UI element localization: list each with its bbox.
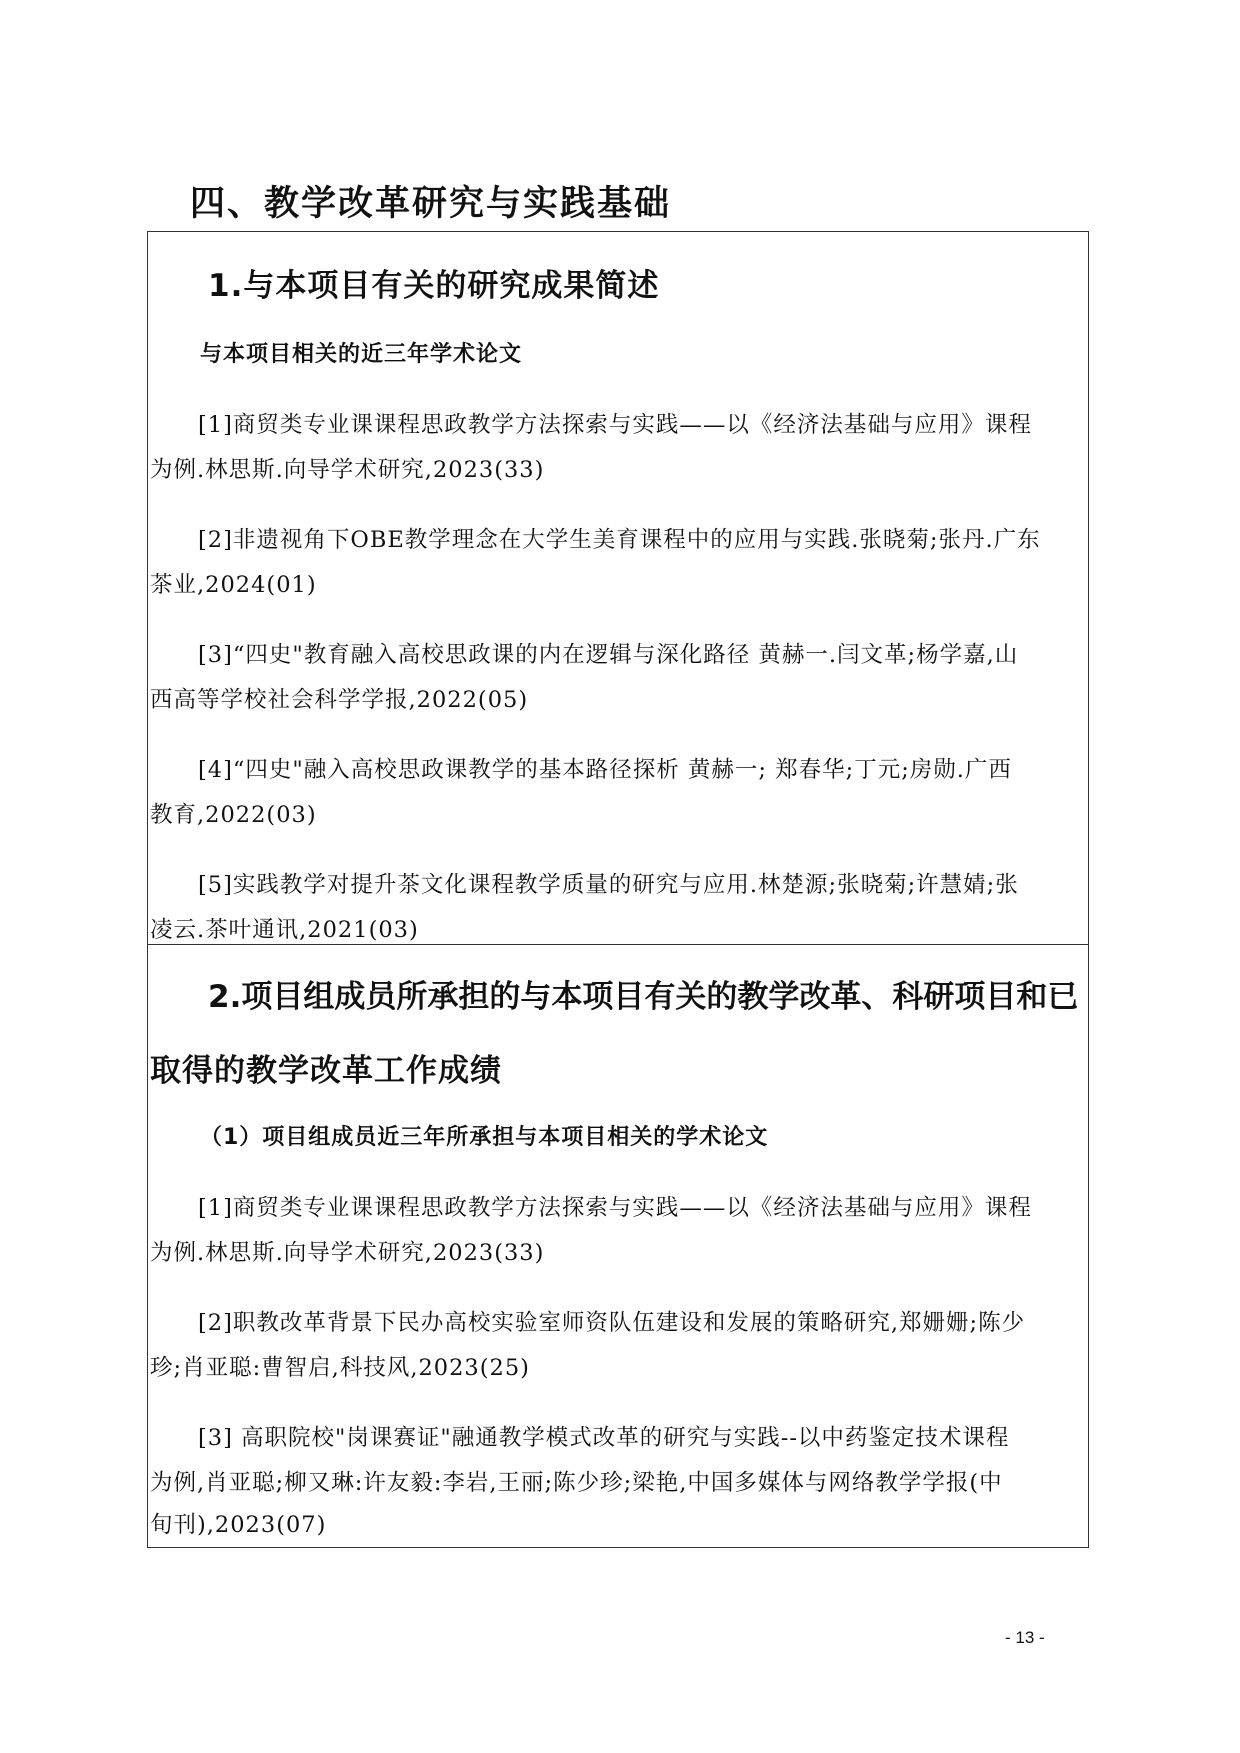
research-results-cell [148,232,1088,945]
part2-ref-3-line2: 为例,肖亚聪;柳又琳:许友毅:李岩,王丽;陈少珍;梁艳,中国多媒体与网络教学学报(中 [150,1470,1003,1496]
part1-ref-1-line2: 为例.林思斯.向导学术研究,2023(33) [150,457,545,483]
part1-ref-2-line1: [2]非遗视角下OBE教学理念在大学生美育课程中的应用与实践.张晓菊;张丹.广东 [198,527,1041,553]
part1-subheading: 与本项目相关的近三年学术论文 [200,342,523,367]
part1-heading: 1.与本项目有关的研究成果简述 [208,268,660,304]
part2-ref-2-line2: 珍;肖亚聪:曹智启,科技风,2023(25) [150,1355,530,1381]
team-projects-cell [148,945,1088,1547]
part2-subheading: （1）项目组成员近三年所承担与本项目相关的学术论文 [200,1125,769,1150]
part2-heading: 2.项目组成员所承担的与本项目有关的教学改革、科研项目和已 [208,979,1079,1015]
page-number: - 13 - [1005,1628,1045,1647]
part1-ref-4-line2: 教育,2022(03) [150,802,317,828]
part2-ref-3-line3: 旬刊),2023(07) [150,1512,327,1538]
part1-ref-5-line2: 凌云.茶叶通讯,2021(03) [150,917,419,943]
part2-ref-1-line2: 为例.林思斯.向导学术研究,2023(33) [150,1240,545,1266]
part1-ref-3-line2: 西高等学校社会科学学报,2022(05) [150,687,529,713]
section-title: 四、教学改革研究与实践基础 [190,184,672,224]
part1-ref-4-line1: [4]“四史"融入高校思政课教学的基本路径探析 黄赫一; 郑春华;丁元;房勋.广西 [198,757,1012,783]
part1-ref-1-line1: [1]商贸类专业课课程思政教学方法探索与实践——以《经济法基础与应用》课程 [198,412,1032,438]
part2-ref-3-line1: [3] 高职院校"岗课赛证"融通教学模式改革的研究与实践--以中药鉴定技术课程 [198,1425,1010,1451]
form-table [147,231,1089,1548]
part1-ref-3-line1: [3]“四史"教育融入高校思政课的内在逻辑与深化路径 黄赫一.闫文革;杨学嘉,山 [198,642,1019,668]
part2-ref-1-line1: [1]商贸类专业课课程思政教学方法探索与实践——以《经济法基础与应用》课程 [198,1195,1032,1221]
part1-ref-5-line1: [5]实践教学对提升茶文化课程教学质量的研究与应用.林楚源;张晓菊;许慧婧;张 [198,872,1019,898]
part2-ref-2-line1: [2]职教改革背景下民办高校实验室师资队伍建设和发展的策略研究,郑姗姗;陈少 [198,1310,1026,1336]
part2-heading-continued: 取得的教学改革工作成绩 [150,1053,502,1089]
part1-ref-2-line2: 茶业,2024(01) [150,572,317,598]
